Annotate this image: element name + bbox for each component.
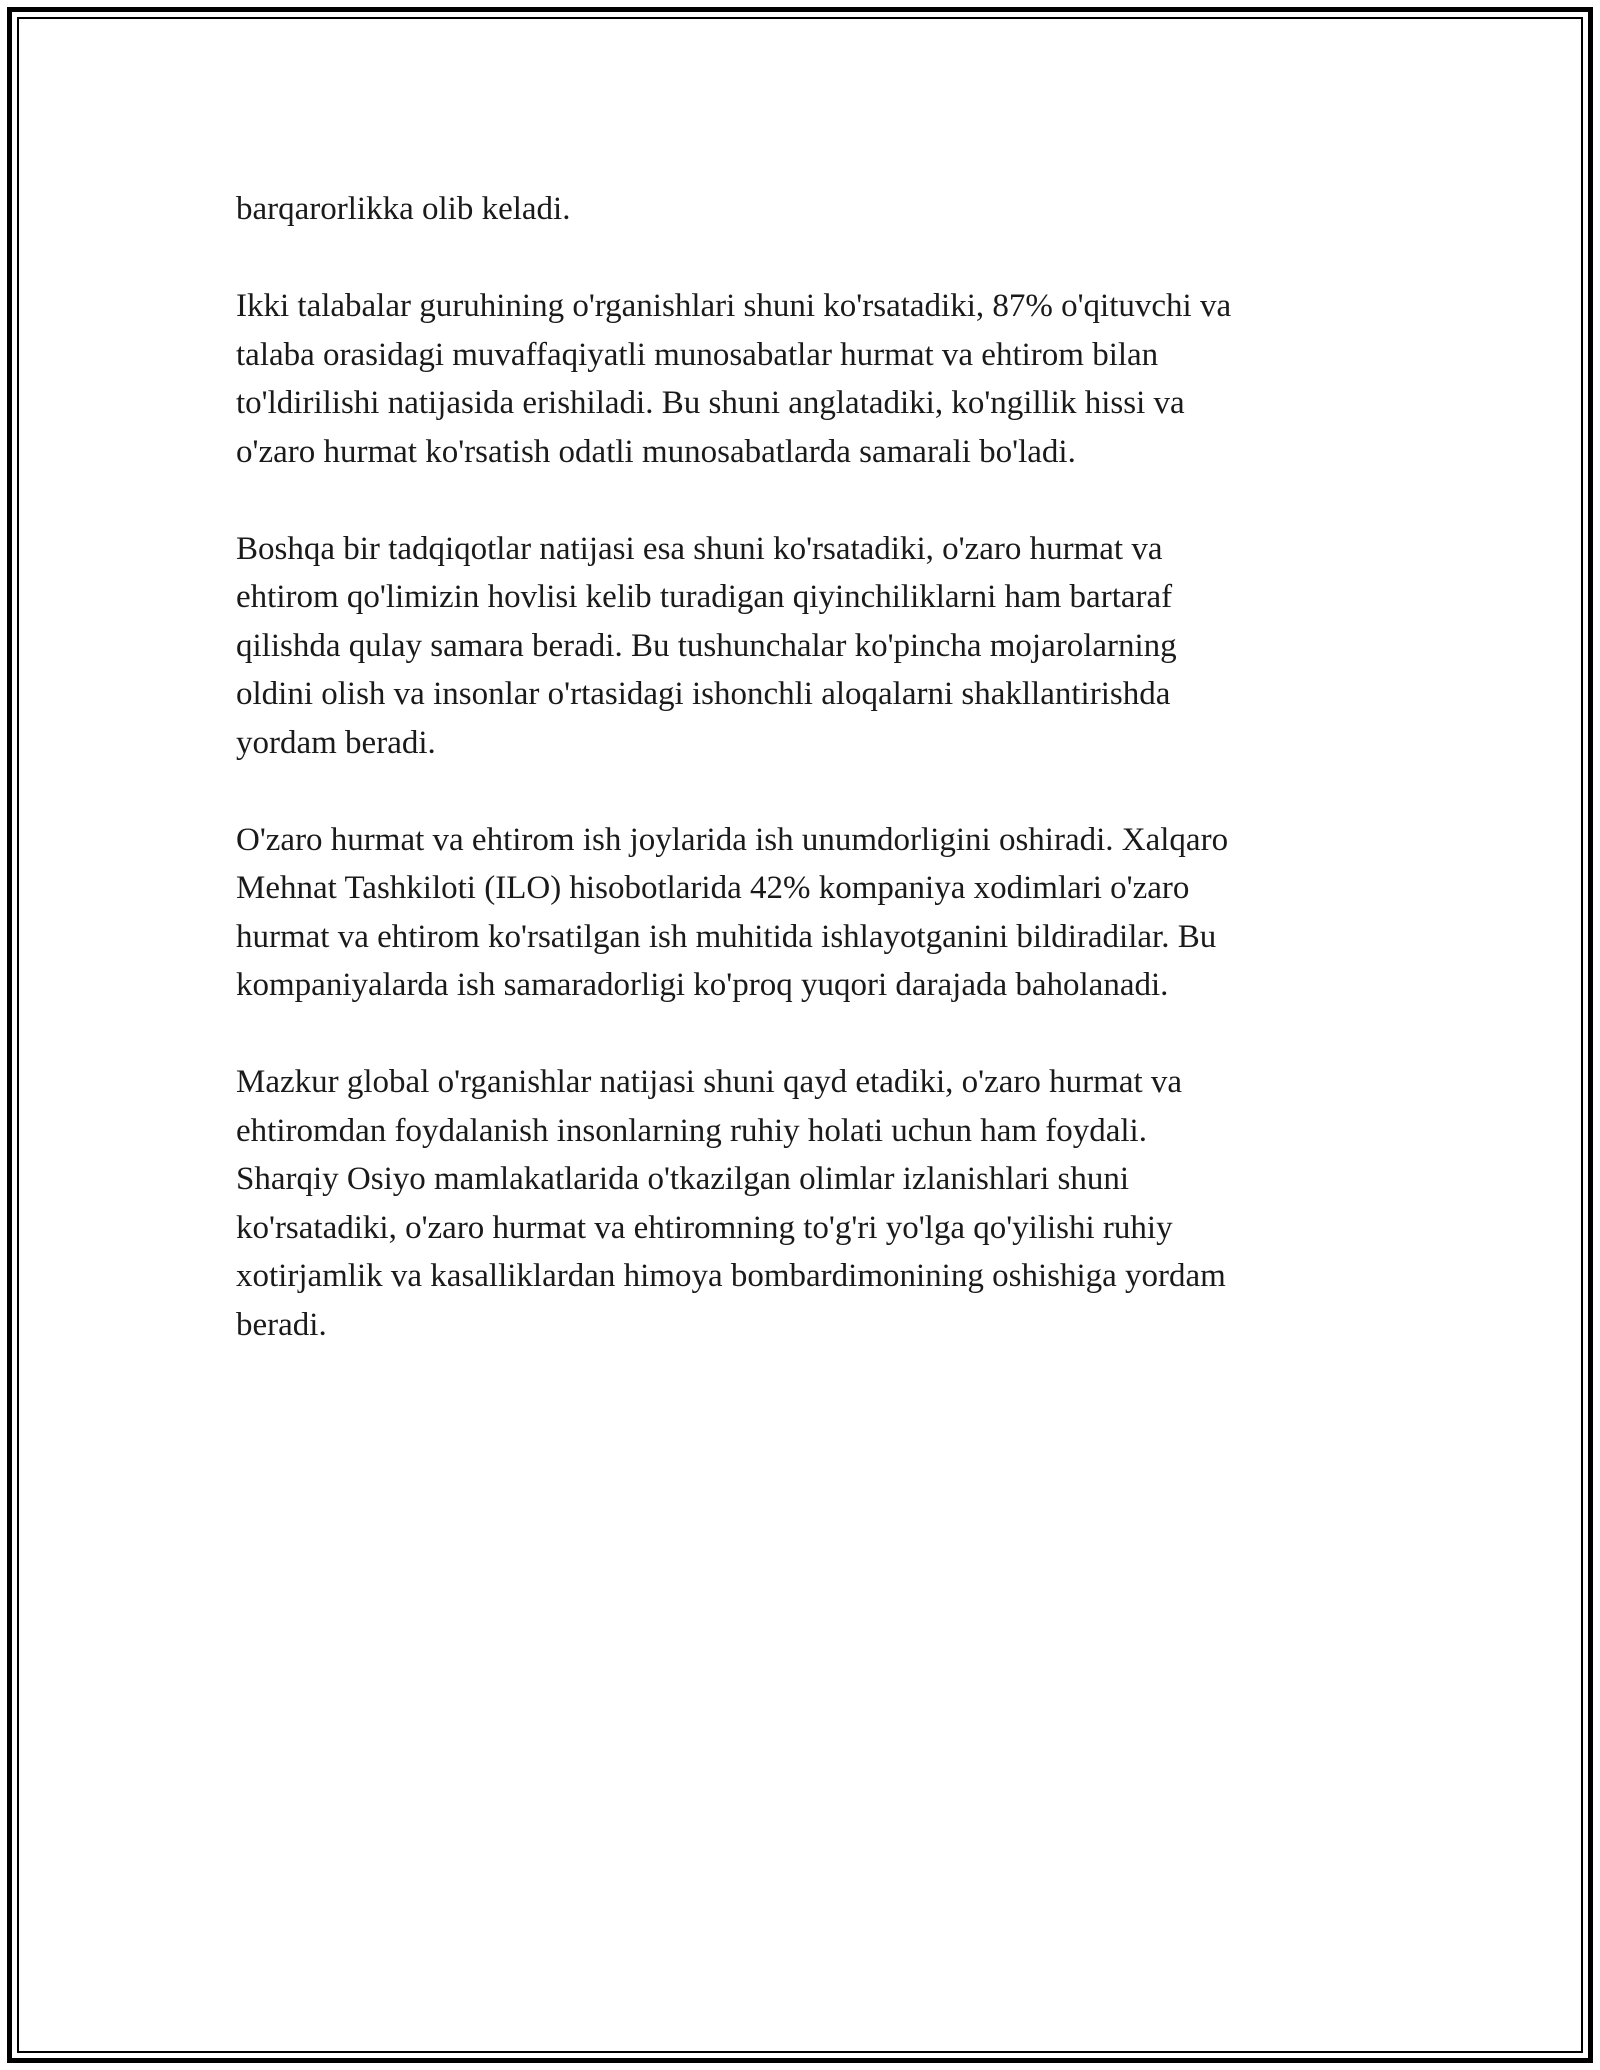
text-line: ehtiromdan foydalanish insonlarning ruhiy holati uchun ham foydali. <box>236 1112 1147 1149</box>
paragraph-1 <box>236 185 1356 234</box>
text-line: ko'rsatadiki, o'zaro hurmat va ehtiromning to'g'ri yo'lga qo'yilishi ruhiy <box>236 1209 1173 1246</box>
text-line: Mazkur global o'rganishlar natijasi shuni qayd etadiki, o'zaro hurmat va <box>236 1064 1183 1100</box>
text-line: xotirjamlik va kasalliklardan himoya bombardimonining oshishiga yordam <box>236 1258 1226 1294</box>
text-line: qilishda qulay samara beradi. Bu tushunchalar ko'pincha mojarolarning <box>236 627 1177 664</box>
text-line: Boshqa bir tadqiqotlar natijasi esa shuni ko'rsatadiki, o'zaro hurmat va <box>236 530 1163 567</box>
text-line: talaba orasidagi muvaffaqiyatli munosabatlar hurmat va ehtirom bilan <box>236 336 1159 373</box>
text-line: Sharqiy Osiyo mamlakatlarida o'tkazilgan olimlar izlanishlari shuni <box>236 1161 1130 1197</box>
text-line: beradi. <box>236 1306 327 1343</box>
text-line: hurmat va ehtirom ko'rsatilgan ish muhitida ishlayotganini bildiradilar. Bu <box>236 918 1217 955</box>
text-line: ehtirom qo'limizin hovlisi kelib turadigan qiyinchiliklarni ham bartaraf <box>236 579 1173 615</box>
document-body <box>236 185 1356 1398</box>
paragraph-2 <box>236 282 1356 476</box>
text-line: to'ldirilishi natijasida erishiladi. Bu shuni anglatadiki, ko'ngillik hissi va <box>236 385 1185 421</box>
paragraph-5 <box>236 1058 1356 1349</box>
text-line: Mehnat Tashkiloti (ILO) hisobotlarida 42% kompaniya xodimlari o'zaro <box>236 870 1190 906</box>
paragraph-3 <box>236 525 1356 768</box>
text-line: O'zaro hurmat va ehtirom ish joylarida ish unumdorligini oshiradi. Xalqaro <box>236 821 1229 858</box>
text-line: oldini olish va insonlar o'rtasidagi ishonchli aloqalarni shakllantirishda <box>236 676 1171 712</box>
text-line: Ikki talabalar guruhining o'rganishlari shuni ko'rsatadiki, 87% o'qituvchi va <box>236 288 1232 324</box>
text-line: kompaniyalarda ish samaradorligi ko'proq yuqori darajada baholanadi. <box>236 967 1169 1003</box>
text-line: yordam beradi. <box>236 724 436 761</box>
text-line: barqarorlikka olib keladi. <box>236 191 571 227</box>
text-line: o'zaro hurmat ko'rsatish odatli munosabatlarda samarali bo'ladi. <box>236 433 1076 470</box>
paragraph-4 <box>236 816 1356 1010</box>
